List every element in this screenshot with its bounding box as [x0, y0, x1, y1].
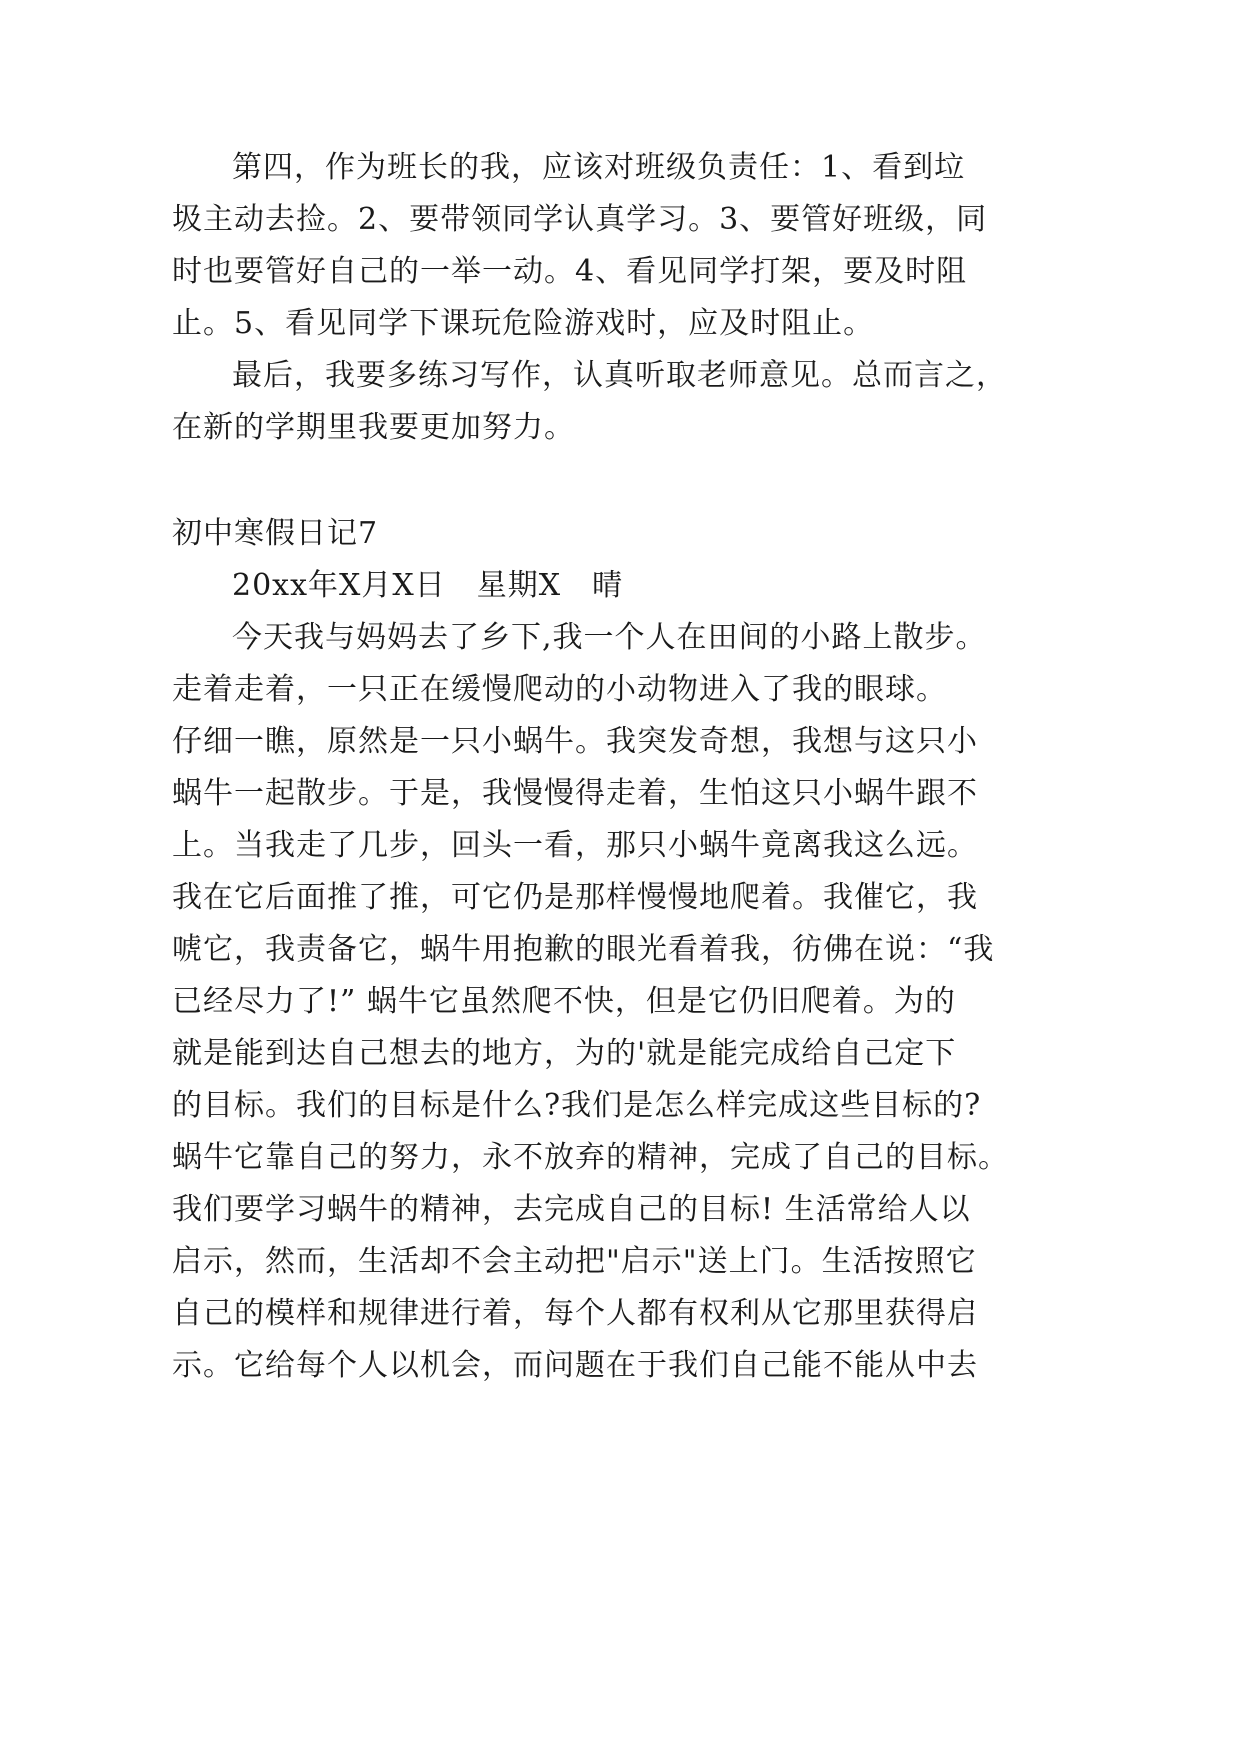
paragraph-line: 蜗牛一起散步。于是，我慢慢得走着，生怕这只小蜗牛跟不	[172, 776, 978, 811]
paragraph-line: 已经尽力了!” 蜗牛它虽然爬不快，但是它仍旧爬着。为的	[172, 984, 956, 1019]
paragraph-line: 今天我与妈妈去了乡下,我一个人在田间的小路上散步。	[232, 620, 987, 655]
paragraph-line: 的目标。我们的目标是什么?我们是怎么样完成这些目标的?	[172, 1088, 982, 1123]
paragraph-line: 上。当我走了几步，回头一看，那只小蜗牛竟离我这么远。	[172, 828, 978, 863]
paragraph-line: 在新的学期里我要更加努力。	[172, 410, 575, 445]
date-line: 20xx年X月X日 星期X 晴	[232, 568, 624, 603]
paragraph-line: 启示，然而，生活却不会主动把"启示"送上门。生活按照它	[172, 1244, 977, 1279]
paragraph-line: 时也要管好自己的一举一动。4、看见同学打架，要及时阻	[172, 254, 968, 289]
paragraph-line: 最后，我要多练习写作，认真听取老师意见。总而言之，	[232, 358, 1007, 393]
paragraph-line: 我在它后面推了推，可它仍是那样慢慢地爬着。我催它，我	[172, 880, 978, 915]
paragraph-line: 我们要学习蜗牛的精神，去完成自己的目标! 生活常给人以	[172, 1192, 971, 1227]
paragraph-line: 蜗牛它靠自己的努力，永不放弃的精神，完成了自己的目标。	[172, 1140, 1009, 1175]
paragraph-line: 唬它，我责备它，蜗牛用抱歉的眼光看着我，彷佛在说：“我	[172, 932, 995, 967]
paragraph-line: 自己的模样和规律进行着，每个人都有权利从它那里获得启	[172, 1296, 978, 1331]
paragraph-line: 仔细一瞧，原然是一只小蜗牛。我突发奇想，我想与这只小	[172, 724, 978, 759]
paragraph-line: 圾主动去捡。2、要带领同学认真学习。3、要管好班级，同	[172, 202, 988, 237]
paragraph-line: 走着走着，一只正在缓慢爬动的小动物进入了我的眼球。	[172, 672, 947, 707]
paragraph-line: 止。5、看见同学下课玩危险游戏时，应及时阻止。	[172, 306, 875, 341]
paragraph-line: 就是能到达自己想去的地方，为的'就是能完成给自己定下	[172, 1036, 957, 1071]
paragraph-line: 第四，作为班长的我，应该对班级负责任：1、看到垃	[232, 150, 966, 185]
paragraph-line: 示。它给每个人以机会，而问题在于我们自己能不能从中去	[172, 1348, 978, 1383]
section-title: 初中寒假日记7	[172, 516, 379, 551]
